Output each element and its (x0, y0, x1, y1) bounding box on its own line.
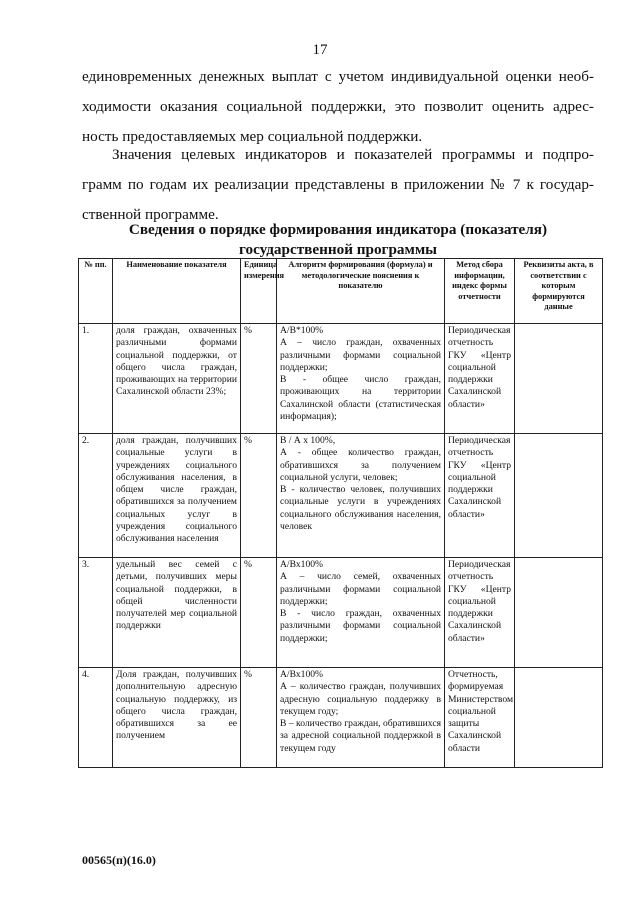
page-number: 17 (312, 42, 328, 58)
row-num: 1. (79, 324, 113, 434)
row-num: 4. (79, 668, 113, 768)
algorithm-line: А/Вх100% (280, 559, 324, 570)
algorithm-line: А – число граждан, охваченных различными формами социальной поддержки; (280, 337, 441, 373)
indicator-table (78, 258, 603, 768)
header-unit: Единица измерения (241, 259, 277, 324)
algorithm-cell (277, 324, 445, 434)
algorithm-line: В - число граждан, охваченных различными формами социальной поддержки; (280, 608, 441, 644)
unit-cell: % (241, 434, 277, 558)
footer-code: 00565(п)(16.0) (82, 853, 156, 867)
table-header-row (79, 259, 603, 324)
algorithm-line: А – количество граждан, получивших адресную социальную поддержку в текущем году; (280, 681, 441, 717)
algorithm-cell (277, 434, 445, 558)
text-line: грамм по годам их реализации представлены в приложении № 7 к государ- (82, 176, 594, 193)
algorithm-line: В - общее число граждан, проживающих на территории Сахалинской области (статистическая информация); (280, 374, 441, 423)
indicator-name: удельный вес семей с детьми, получивших меры социальной поддержки, в общей численности получателей мер социальной поддержки (113, 558, 241, 668)
algorithm-line: А/В*100% (280, 325, 324, 336)
header-method: Метод сбора информации, индекс формы отчетности (445, 259, 515, 324)
indicator-name: доля граждан, получивших социальные услуги в учреждениях социального обслуживания населения, в общем числе граждан, обратившихся за получением социальных услуг в учреждения социального обслуживания населения (113, 434, 241, 558)
text-line: единовременных денежных выплат с учетом индивидуальной оценки необ- (82, 68, 594, 85)
algorithm-line: В – количество граждан, обратившихся за адресной социальной поддержкой в текущем году (280, 718, 441, 754)
requisites-cell (515, 434, 603, 558)
unit-cell: % (241, 558, 277, 668)
method-cell: Отчетность, формируемая Министерством социальной защиты Сахалинской области (445, 668, 515, 768)
requisites-cell (515, 558, 603, 668)
text-line: ственной программе. (82, 206, 219, 223)
table-row (79, 324, 603, 434)
text-line: ность предоставляемых мер социальной поддержки. (82, 128, 423, 145)
row-num: 3. (79, 558, 113, 668)
indicator-name: Доля граждан, получивших дополнительную адресную социальную поддержку, из общего числа граждан, обратившихся за ее получением (113, 668, 241, 768)
table-row (79, 668, 603, 768)
paragraph-1 (82, 62, 594, 152)
table-title: Сведения о порядке формирования индикатора (показателя) государственной программы (128, 221, 548, 258)
algorithm-line: А/Вх100% (280, 669, 324, 680)
algorithm-line: В - количество человек, получивших социальные услуги в учреждениях социального обслуживания населения, человек (280, 484, 441, 533)
method-cell: Периодическая отчетность ГКУ «Центр социальной поддержки Сахалинской области» (445, 434, 515, 558)
table-row (79, 434, 603, 558)
row-num: 2. (79, 434, 113, 558)
algorithm-line: А - общее количество граждан, обратившихся за получением социальной услуги, человек; (280, 447, 441, 483)
header-algorithm: Алгоритм формирования (формула) и методологические пояснения к показателю (277, 259, 445, 324)
method-cell: Периодическая отчетность ГКУ «Центр социальной поддержки Сахалинской области» (445, 324, 515, 434)
algorithm-line: А – число семей, охваченных различными формами социальной поддержки; (280, 571, 441, 607)
header-requisites: Реквизиты акта, в соответствии с которым формируются данные (515, 259, 603, 324)
header-num: № пп. (79, 259, 113, 324)
algorithm-cell (277, 558, 445, 668)
paragraph-2 (82, 140, 594, 230)
table-row (79, 558, 603, 668)
requisites-cell (515, 668, 603, 768)
header-name: Наименование показателя (113, 259, 241, 324)
requisites-cell (515, 324, 603, 434)
text-line: ходимости оказания социальной поддержки, это позволит оценить адрес- (82, 98, 594, 115)
algorithm-cell (277, 668, 445, 768)
unit-cell: % (241, 668, 277, 768)
indicator-name: доля граждан, охваченных различными формами социальной поддержки, от общего числа граждан, проживающих на территории Сахалинской области 23%; (113, 324, 241, 434)
text-line: Значения целевых индикаторов и показателей программы и подпро- (112, 146, 594, 163)
algorithm-line: В / А х 100%, (280, 435, 336, 446)
unit-cell: % (241, 324, 277, 434)
method-cell: Периодическая отчетность ГКУ «Центр социальной поддержки Сахалинской области» (445, 558, 515, 668)
